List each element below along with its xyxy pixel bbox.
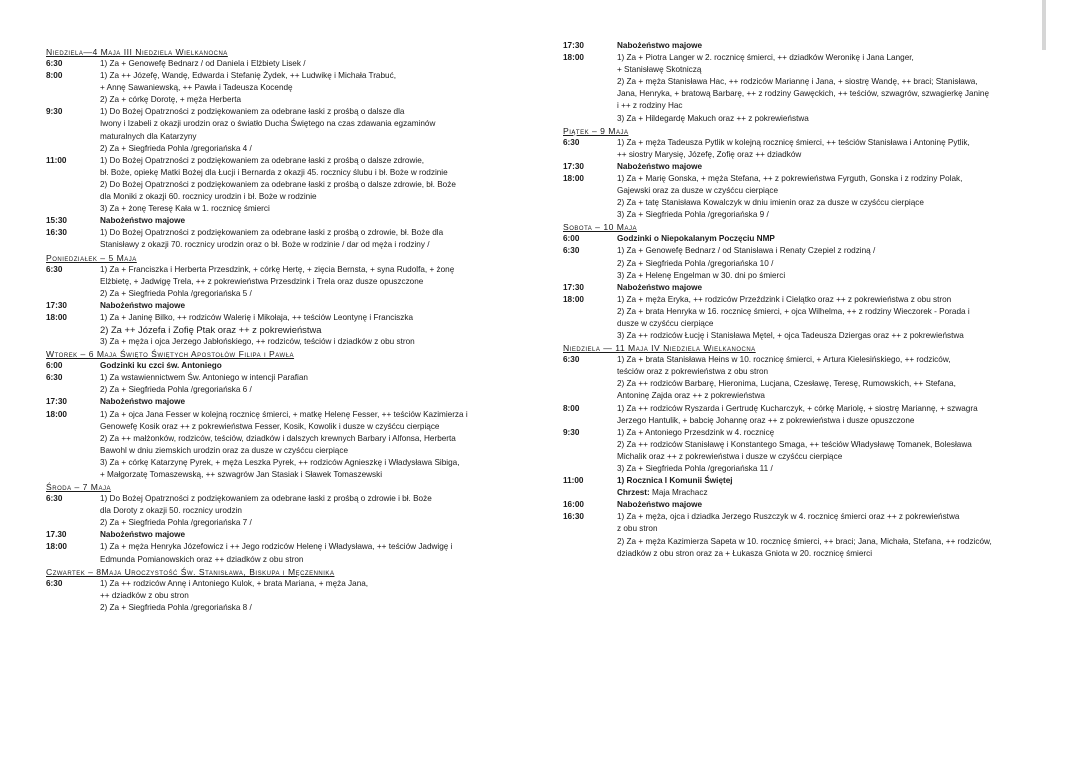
mass-time: 6:30	[46, 264, 63, 274]
mass-time: 8:00	[46, 71, 63, 81]
intention-line: 2) Za + męża Stanisława Hac, ++ rodziców Mariannę i Jana, + siostrę Wandę, ++ braci; Stanisława,	[617, 77, 978, 87]
day-header: Poniedziałek – 5 Maja	[46, 252, 137, 263]
intention-line: Iwony i Izabeli z okazji urodzin oraz o światło Ducha Świętego na czas zdawania egzaminów	[100, 119, 436, 129]
intention-line: 1) Do Bożej Opatrzności z podziękowaniem za odebrane łaski z prośbą o zdrowie i bł. Boże	[100, 494, 432, 504]
intention-line: 1) Za + Franciszka i Herberta Przesdzink, + córkę Hertę, + zięcia Bernsta, + syna Rudolfa, + żonę	[100, 264, 455, 274]
intention-lines	[617, 403, 1043, 427]
mass-time: 18:00	[46, 542, 67, 552]
mass-time: 18:00	[563, 173, 584, 183]
intention-lines	[100, 155, 520, 215]
intention-line: dziadków z obu stron oraz za + Łukasza Gniota w 20. rocznicę śmierci	[617, 548, 873, 558]
mass-time: 11:00	[563, 476, 584, 486]
vertical-scrollbar[interactable]	[1042, 0, 1046, 50]
mass-entry	[563, 52, 1043, 125]
day-header: Środa – 7 Maja	[46, 482, 111, 493]
mass-time: 6:30	[563, 246, 580, 256]
mass-time: 6:30	[563, 137, 580, 147]
service-name: Nabożeństwo majowe	[100, 530, 186, 540]
intention-lines	[617, 161, 1043, 173]
intention-lines	[617, 294, 1043, 342]
intention-lines	[100, 106, 520, 154]
mass-entry	[46, 578, 520, 614]
day-header: Czwartek – 8Maja Uroczystość Św. Stanisława, Biskupa i Męczennika	[46, 566, 335, 577]
intention-lines	[617, 245, 1043, 281]
mass-entry	[563, 499, 1043, 511]
intention-line: 3) Za + żonę Teresę Kała w 1. rocznicę śmierci	[100, 204, 270, 214]
baptism-name: Maja Mrachacz	[649, 488, 708, 498]
intention-lines	[617, 282, 1043, 294]
service-name: Nabożeństwo majowe	[100, 216, 186, 226]
intention-line: 2) Za ++ Józefa i Zofię Ptak oraz ++ z pokrewieństwa	[100, 323, 322, 335]
intention-lines	[617, 40, 1043, 52]
mass-time: 17.30	[46, 530, 67, 540]
intention-line: 3) Za + córkę Katarzynę Pyrek, + męża Leszka Pyrek, ++ rodziców Agnieszkę i Władysława Sibiga,	[100, 457, 460, 467]
intention-line: Antoninę Zajda oraz ++ z pokrewieństwa	[617, 391, 765, 401]
intention-line: 2) Za ++ rodziców Stanisławę i Konstantego Smaga, ++ teściów Władysławę Tomanek, Bolesława	[617, 439, 972, 449]
intention-lines	[617, 233, 1043, 245]
day-header: Niedziela—4 Maja III Niedziela Wielkanocna	[46, 47, 228, 57]
intention-line: 1) Za + brata Stanisława Heins w 10. rocznicę śmierci, + Artura Kielesińskiego, ++ rodziców,	[617, 355, 951, 365]
intention-line: 3) Za + męża i ojca Jerzego Jabłońskiego, ++ rodziców, teściów i dziadków z obu stron	[100, 337, 415, 347]
intention-line: 3) Za + Hildegardę Makuch oraz ++ z pokrewieństwa	[617, 113, 809, 123]
intention-line: 2) Za + Siegfrieda Pohla /gregoriańska 8 /	[100, 602, 252, 612]
intention-line: Michalik oraz ++ z pokrewieństwa i dusze w czyśćcu cierpiące	[617, 451, 843, 461]
intention-line: 2) Do Bożej Opatrzności z podziękowaniem za odebrane łaski z prośbą o dalsze zdrowie, bł. Boże	[100, 179, 456, 189]
mass-entry	[46, 396, 520, 408]
mass-time: 6:00	[563, 234, 580, 244]
intention-lines	[617, 52, 1043, 125]
intention-line: teściów oraz z pokrewieństwa z obu stron	[617, 367, 769, 377]
mass-entry	[563, 427, 1043, 475]
mass-entry	[46, 360, 520, 372]
mass-entry	[46, 312, 520, 348]
intention-lines	[100, 529, 520, 541]
mass-entry	[563, 294, 1043, 342]
mass-time: 6:30	[46, 373, 63, 383]
intention-line: 1) Za + Genowefę Bednarz / od Daniela i Elżbiety Lisek /	[100, 59, 306, 68]
intention-line: 1) Za + męża Tadeusza Pytlik w kolejną rocznicę śmierci, ++ teściów Stanisława i Antoninę Pytlik,	[617, 137, 970, 147]
intention-line: 2) Za + męża Kazimierza Sapeta w 10. rocznicę śmierci, ++ braci; Jana, Michała, Stefana, ++ rodziców,	[617, 536, 992, 546]
intention-line: Genowefę Kosik oraz ++ z pokrewieństwa Fesser, Kosik, Kowolik i dusze w czyśćcu cierpiące	[100, 421, 440, 431]
intention-lines	[100, 227, 520, 251]
mass-time: 18:00	[46, 409, 67, 419]
mass-entry	[563, 511, 1043, 559]
intention-line: 2) Za + Siegfrieda Pohla /gregoriańska 6 /	[100, 385, 252, 395]
mass-time: 9:30	[563, 427, 580, 437]
mass-time: 6:30	[563, 355, 580, 365]
intention-line: Gajewski oraz za dusze w czyśćcu cierpiące	[617, 186, 779, 196]
intention-lines	[100, 264, 520, 300]
intention-line: Jerzego Hantulik, + babcię Johannę oraz ++ z pokrewieństwa i dusze opuszczone	[617, 415, 915, 425]
mass-time: 18:00	[46, 312, 67, 322]
intention-line: 1) Za ++ rodziców Ryszarda i Gertrudę Kucharczyk, + córkę Mariolę, + siostrę Mariannę, + szwagra	[617, 403, 978, 413]
intention-line: 2) Za + Siegfrieda Pohla /gregoriańska 7 /	[100, 518, 252, 528]
intention-line: + Małgorzatę Tomaszewską, ++ szwagrów Jan Stasiak i Sławek Tomaszewski	[100, 470, 383, 479]
intention-line: dla Doroty z okazji 50. rocznicy urodzin	[100, 506, 242, 516]
mass-entry	[46, 372, 520, 396]
intention-line: dla Moniki z okazji 60. rocznicy urodzin i bł. Boże w rodzinie	[100, 192, 317, 202]
intention-line: ++ siostry Marysię, Józefę, Zofię oraz ++ dziadków	[617, 149, 802, 159]
intention-lines	[100, 396, 520, 408]
mass-entry	[563, 282, 1043, 294]
mass-entry	[46, 106, 520, 154]
intention-line: maturalnych dla Katarzyny	[100, 131, 197, 141]
intention-line: + Annę Sawaniewską, ++ Pawła i Tadeusza Kocendę	[100, 83, 293, 93]
intention-line: 3) Za + Helenę Engelman w 30. dni po śmierci	[617, 270, 786, 280]
mass-time: 16:30	[46, 228, 67, 238]
intention-lines	[100, 58, 520, 70]
intention-line: i ++ z rodziny Hac	[617, 101, 683, 111]
intention-lines	[100, 360, 520, 372]
intention-lines	[617, 511, 1043, 559]
intention-line: Bawohl w dniu ziemskich urodzin oraz za dusze w czyśćcu cierpiące	[100, 445, 349, 455]
intention-line: Jana, Henryka, + bratową Barbarę, ++ z rodziny Gawęckich, ++ teściów, szwagrów, szwagierkę Janinę	[617, 89, 990, 99]
intention-lines	[617, 475, 1043, 499]
service-name: Godzinki ku czci św. Antoniego	[100, 361, 222, 371]
mass-time: 17:30	[46, 300, 67, 310]
mass-entry	[46, 409, 520, 482]
mass-entry	[563, 137, 1043, 161]
intention-line: + Stanisławę Skotniczą	[617, 65, 702, 75]
service-name: Nabożeństwo majowe	[617, 282, 703, 292]
mass-entry	[563, 233, 1043, 245]
mass-time: 6:30	[46, 59, 63, 68]
mass-entry	[563, 354, 1043, 402]
day-header: Niedziela — 11 Maja IV Niedziela Wielkanocna	[563, 343, 756, 354]
baptism-label: Chrzest:	[617, 488, 650, 498]
mass-time: 6:00	[46, 361, 63, 371]
mass-time: 11:00	[46, 155, 67, 165]
intention-lines	[100, 541, 520, 565]
mass-entry	[46, 493, 520, 529]
service-name: Nabożeństwo majowe	[100, 397, 186, 407]
intention-line: Edmunda Pomianowskich oraz ++ dziadków z obu stron	[100, 554, 304, 564]
intention-line: 1) Za + Marię Gonska, + męża Stefana, ++ z pokrewieństwa Fyrguth, Gonska i z rodziny Polak,	[617, 173, 963, 183]
mass-time: 18:00	[563, 53, 584, 63]
mass-time: 15:30	[46, 216, 67, 226]
intention-line: 3) Za + Siegfrieda Pohla /gregoriańska 9 /	[617, 210, 769, 220]
mass-entry	[46, 300, 520, 312]
intention-lines	[617, 427, 1043, 475]
mass-time: 18:00	[563, 294, 584, 304]
intention-lines	[100, 372, 520, 396]
intention-lines	[100, 300, 520, 312]
mass-entry	[46, 264, 520, 300]
intention-line: 2) Za ++ rodziców Barbarę, Hieronima, Lucjana, Czesławę, Teresę, Rumowskich, ++ Stefana,	[617, 379, 956, 389]
intention-line: 1) Za + ojca Jana Fesser w kolejną rocznicę śmierci, + matkę Helenę Fesser, ++ teściów Kazimierza i	[100, 409, 468, 419]
mass-time: 6:30	[46, 578, 63, 588]
mass-time: 6:30	[46, 494, 63, 504]
intention-line: dusze w czyśćcu cierpiące	[617, 318, 714, 328]
service-name: Nabożeństwo majowe	[617, 161, 703, 171]
intention-line: z obu stron	[617, 524, 658, 534]
intention-line: 3) Za + Siegfrieda Pohla /gregoriańska 11 /	[617, 464, 773, 473]
intention-line: 1) Za + Antoniego Przesdzink w 4. rocznicę	[617, 427, 775, 437]
mass-entry	[563, 475, 1043, 499]
mass-time: 17:30	[563, 41, 584, 50]
mass-entry	[563, 173, 1043, 221]
intention-line: 1) Za + męża Henryka Józefowicz i ++ Jego rodziców Helenę i Władysława, ++ teściów Jadwigę i	[100, 542, 453, 552]
intention-line: 1) Za wstawiennictwem Św. Antoniego w intencji Parafian	[100, 373, 308, 383]
intention-lines	[100, 578, 520, 614]
mass-time: 16:00	[563, 500, 584, 510]
intention-line: 1) Za ++ Józefę, Wandę, Edwarda i Stefanię Żydek, ++ Ludwikę i Michała Trabuć,	[100, 71, 396, 81]
intention-line: 3) Za ++ rodziców Łucję i Stanisława Mętel, + ojca Tadeusza Dziergas oraz ++ z pokrewieństwa	[617, 331, 964, 341]
service-name: Nabożeństwo majowe	[617, 41, 703, 50]
day-header: Wtorek – 6 Maja Święto Świętych Apostołów Filipa i Pawła	[46, 349, 295, 360]
intention-line: 2) Za + Siegfrieda Pohla /gregoriańska 4 /	[100, 143, 252, 153]
intention-line: 1) Za + Genowefę Bednarz / od Stanisława i Renaty Czepiel z rodziną /	[617, 246, 876, 256]
intention-line: 1) Za + Piotra Langer w 2. rocznicę śmierci, ++ dziadków Weronikę i Jana Langer,	[617, 53, 914, 63]
intention-line: 1) Do Bożej Opatrzności z podziękowaniem za odebrane łaski z prośbą o dalsze zdrowie,	[100, 155, 425, 165]
mass-entry	[563, 40, 1043, 52]
intention-line: 1) Do Bożej Opatrzności z podziękowaniem za odebrane łaski z prośbą o zdrowie, bł. Boże dla	[100, 228, 444, 238]
mass-entry	[46, 58, 520, 70]
mass-entry	[563, 245, 1043, 281]
intention-line: 2) Za ++ małżonków, rodziców, teściów, dziadków i dalszych krewnych Barbary i Alfonsa, Herberta	[100, 433, 456, 443]
mass-entry	[46, 541, 520, 565]
mass-entry	[563, 403, 1043, 427]
intention-lines	[100, 312, 520, 348]
intention-line: 2) Za + Siegfrieda Pohla /gregoriańska 5 /	[100, 288, 252, 298]
service-name: Nabożeństwo majowe	[100, 300, 186, 310]
service-name: Godzinki o Niepokalanym Poczęciu NMP	[617, 234, 775, 244]
mass-time: 17:30	[46, 397, 67, 407]
day-header: Sobota – 10 Maja	[563, 222, 637, 233]
mass-time: 8:00	[563, 403, 580, 413]
intention-line: 2) Za + Siegfrieda Pohla /gregoriańska 10 /	[617, 258, 774, 268]
mass-entry	[46, 529, 520, 541]
intention-line: 1) Za + męża, ojca i dziadka Jerzego Ruszczyk w 4. rocznicę śmierci oraz ++ z pokrewieństwa	[617, 512, 960, 522]
schedule-right-column	[563, 0, 1043, 560]
intention-line: Elżbietę, + Jadwigę Trela, ++ z pokrewieństwa Przesdzink i Trela oraz dusze opuszczone	[100, 276, 424, 286]
mass-time: 9:30	[46, 107, 63, 117]
intention-line: 1) Do Bożej Opatrzności z podziękowaniem za odebrane łaski z prośbą o dalsze dla	[100, 107, 405, 117]
intention-line: ++ dziadków z obu stron	[100, 590, 189, 600]
intention-line: 2) Za + córkę Dorotę, + męża Herberta	[100, 95, 242, 105]
intention-lines	[617, 354, 1043, 402]
mass-entry	[46, 215, 520, 227]
intention-lines	[100, 409, 520, 482]
intention-line: 2) Za + tatę Stanisława Kowalczyk w dniu imienin oraz za dusze w czyśćcu cierpiące	[617, 198, 924, 208]
baptism-line	[617, 487, 1043, 499]
service-name: 1) Rocznica I Komunii Świętej	[617, 476, 733, 486]
mass-entry	[563, 161, 1043, 173]
intention-line: 1) Za ++ rodziców Annę i Antoniego Kulok, + brata Mariana, + męża Jana,	[100, 578, 369, 588]
mass-time: 17:30	[563, 161, 584, 171]
intention-lines	[617, 137, 1043, 161]
mass-entry	[46, 70, 520, 106]
intention-line: 2) Za + brata Henryka w 16. rocznicę śmierci, + ojca Wilhelma, ++ z rodziny Wieczorek - Porada i	[617, 306, 970, 316]
day-header: Piątek – 9 Maja	[563, 125, 629, 136]
mass-time: 17:30	[563, 282, 584, 292]
intention-line: Stanisławy z okazji 70. rocznicy urodzin oraz o bł. Boże w rodzinie / dar od męża i rodziny /	[100, 240, 430, 250]
intention-lines	[617, 173, 1043, 221]
mass-entry	[46, 155, 520, 215]
intention-lines	[100, 70, 520, 106]
schedule-left-column	[46, 0, 520, 614]
intention-lines	[100, 215, 520, 227]
intention-line: bł. Boże, opiekę Matki Bożej dla Łucji i Bernarda z okazji 45. rocznicy ślubu i bł. Boże w rodzinie	[100, 167, 448, 177]
intention-lines	[100, 493, 520, 529]
mass-time: 16:30	[563, 512, 584, 522]
intention-lines	[617, 499, 1043, 511]
mass-entry	[46, 227, 520, 251]
intention-line: 1) Za + męża Eryka, ++ rodziców Przeździnk i Cielątko oraz ++ z pokrewieństwa z obu stron	[617, 294, 952, 304]
intention-line: 1) Za + Janinę Bilko, ++ rodziców Walerię i Mikołaja, ++ teściów Leontynę i Franciszka	[100, 312, 414, 322]
service-name: Nabożeństwo majowe	[617, 500, 703, 510]
